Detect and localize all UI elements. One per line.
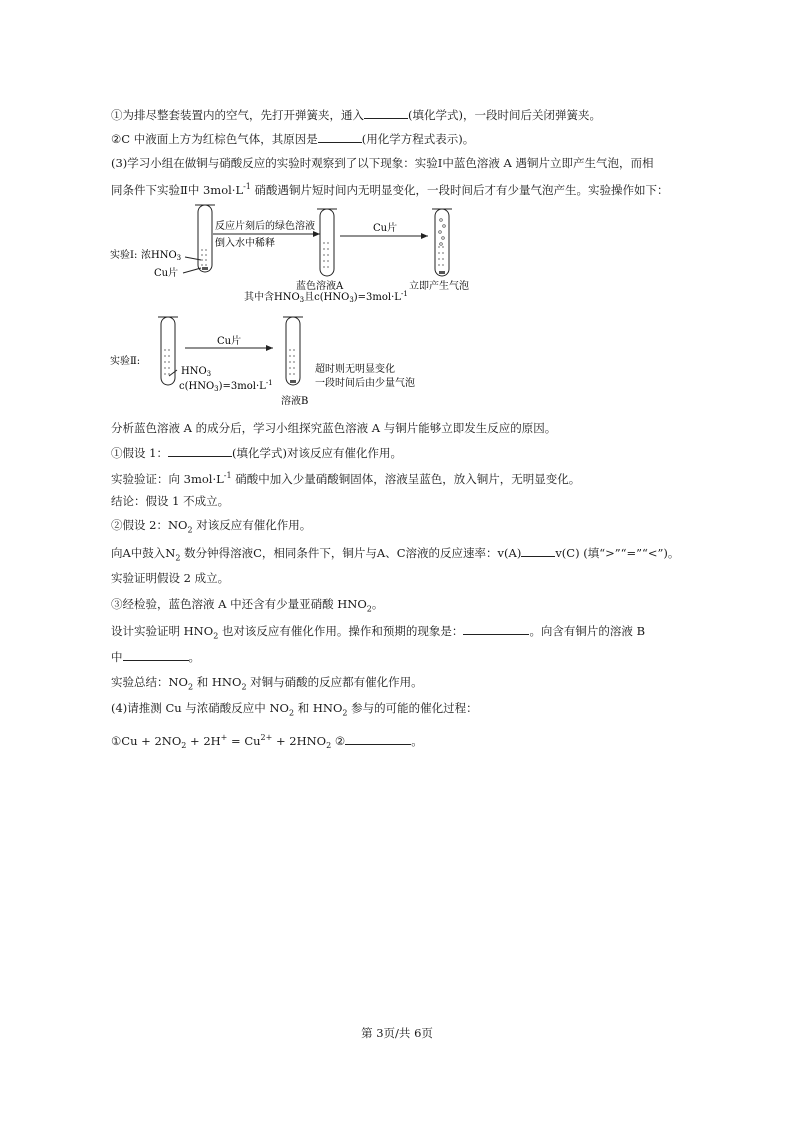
exp2-label: 实验Ⅱ: [110, 356, 141, 367]
q-line-2: ②C 中液面上方为红棕色气体，其原因是 (用化学方程式表示)。 [111, 132, 475, 146]
hypothesis-1: ①假设 1： (填化学式)对该反应有催化作用。 [111, 446, 402, 460]
no-change-label: 超时则无明显变化 [315, 364, 395, 375]
test-tube-2 [320, 209, 334, 276]
q4-line: (4)请推测 Cu 与浓硝酸反应中 $NO_2$ 和 $HNO_2$ 参与的可能的催化过程： [111, 701, 478, 718]
hypothesis-3: ③经检验，蓝色溶液 A 中还含有少量亚硝酸 $HNO_2$。 [111, 597, 384, 614]
exp1-label: 实验Ⅰ: [110, 250, 138, 261]
equation-line: ①Cu + $2NO_2 + 2H^+ = Cu^{2+} + 2HNO_2$ ② 。 [111, 733, 423, 751]
contains-label: 其中含$HNO_3$且$c(HNO_3)=3mol\cdot L^{-1}$ [244, 290, 408, 304]
n2-line: 向A中鼓入$N_2$ 数分钟得溶液C，相同条件下，铜片与A、C溶液的反应速率：v(A) v(C) (填“>”“=”“<”)。 [111, 546, 680, 563]
hno3-label: $HNO_3$ [181, 366, 212, 378]
q3-line-b: 同条件下实验Ⅱ中 $3mol\cdot L^{-1}$ 硝酸遇铜片短时间内无明显变化，一段时间后才有少量气泡产生。实验操作如下： [111, 182, 669, 197]
conclusion-line: 结论：假设 1 不成立。 [111, 494, 230, 508]
page-footer: 第 3页/共 6页 [361, 1026, 433, 1040]
c-hno3-label: $c(HNO_3)=3mol\cdot L^{-1}$ [179, 379, 273, 393]
verify-line: 实验验证：向 $3mol\cdot L^{-1}$ 硝酸中加入少量硝酸铜固体，溶液呈蓝色，放入铜片，无明显变化。 [111, 471, 581, 486]
bubbles-label: 立即产生气泡 [409, 281, 469, 292]
arrow2-label: Cu片 [373, 223, 398, 234]
zhong-line: 中 。 [111, 650, 200, 664]
answer-blank [521, 544, 555, 557]
test-tube-5 [286, 317, 300, 385]
conc-hno3-label: 浓$HNO_3$ [141, 250, 182, 262]
answer-blank [123, 648, 189, 661]
blue-solution-a-label: 蓝色溶液A [296, 281, 344, 292]
q3-line-a: (3)学习小组在做铜与硝酸反应的实验时观察到了以下现象：实验Ⅰ中蓝色溶液 A 遇铜片立即产生气泡，而相 [111, 156, 654, 170]
arrow1-bottom-label: 倒入水中稀释 [215, 238, 275, 249]
arrow3-label: Cu片 [217, 336, 242, 347]
answer-blank [318, 130, 362, 143]
test-tube-1 [198, 205, 212, 272]
later-bubbles-label: 一段时间后由少量气泡 [315, 378, 415, 389]
test-tube-4 [161, 317, 175, 385]
q-line-1: ①为排尽整套装置内的空气，先打开弹簧夹，通入 (填化学式)，一段时间后关闭弹簧夹。 [111, 108, 601, 122]
answer-blank [345, 732, 411, 745]
summary-line: 实验总结：$NO_2$ 和 $HNO_2$ 对铜与硝酸的反应都有催化作用。 [111, 675, 423, 692]
cu-piece-label: Cu片 [154, 268, 179, 279]
answer-blank [463, 622, 529, 635]
h2-proved-line: 实验证明假设 2 成立。 [111, 571, 230, 585]
solution-b-label: 溶液B [281, 396, 309, 407]
experiment-figure [105, 198, 485, 418]
hypothesis-2: ②假设 2：$NO_2$ 对该反应有催化作用。 [111, 518, 312, 535]
design-line: 设计实验证明 $HNO_2$ 也对该反应有催化作用。操作和预期的现象是： 。向含有铜片的溶液 B [111, 624, 646, 641]
arrow1-top-label: 反应片刻后的绿色溶液 [215, 221, 315, 232]
answer-blank [364, 106, 408, 119]
answer-blank [168, 444, 232, 457]
analysis-line: 分析蓝色溶液 A 的成分后，学习小组探究蓝色溶液 A 与铜片能够立即发生反应的原因。 [111, 421, 557, 435]
